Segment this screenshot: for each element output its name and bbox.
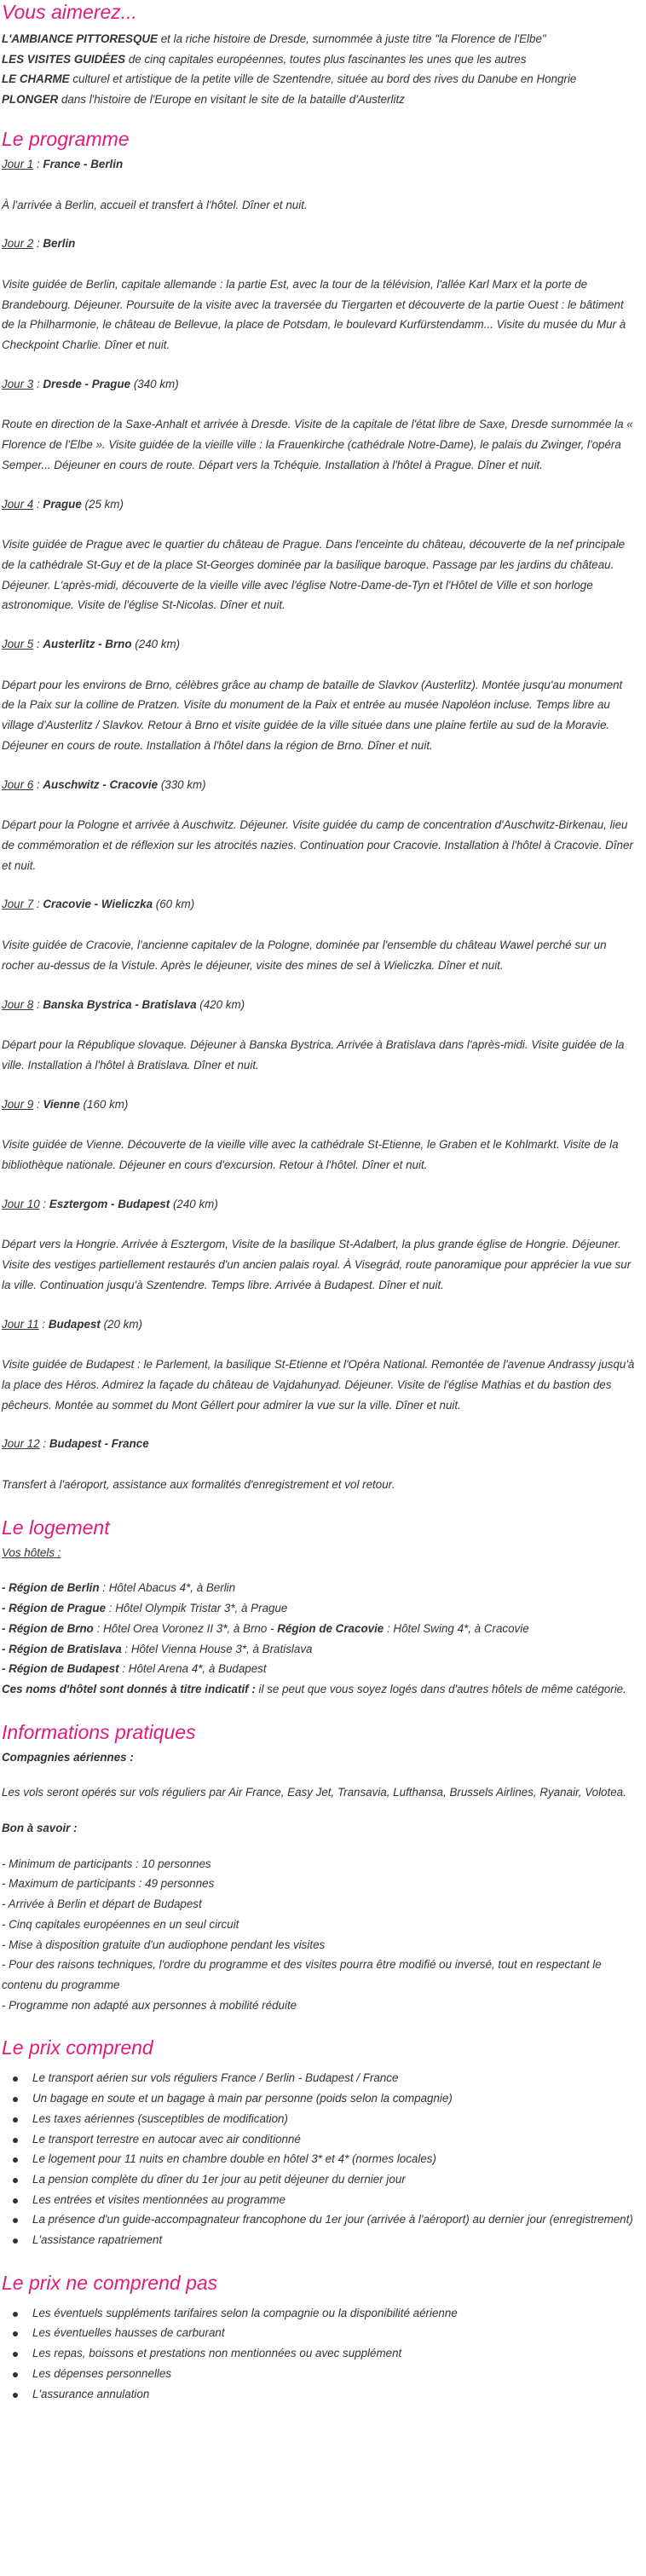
day-title: Budapest (48, 1317, 101, 1331)
inclus-item: Le transport terrestre en autocar avec air conditionné (32, 2129, 637, 2150)
day-number: Jour 4 (2, 497, 34, 511)
hotel-region: - Région de Prague (2, 1602, 107, 1615)
companies-text: Les vols seront opérés sur vols réguliers par Air France, Easy Jet, Transavia, Lufthansa, Brussels Airlines, Ryanair, Volotea. (2, 1786, 626, 1799)
day-title: Austerlitz - Brno (43, 638, 132, 651)
good-to-know-item: - Programme non adapté aux personnes à mobilité réduite (2, 1998, 297, 2012)
good-to-know-item: - Mise à disposition gratuite d'un audiophone pendant les visites (2, 1938, 326, 1951)
inclus-item: Un bagage en soute et un bagage à main par personne (poids selon la compagnie) (32, 2088, 637, 2109)
day-heading: Jour 10 : Esztergom - Budapest (240 km) (2, 1197, 218, 1210)
hotel-region: - Région de Bratislava (2, 1642, 122, 1655)
day-block (2, 634, 637, 756)
exclus-item: Les repas, boissons et prestations non mentionnées ou avec supplément (32, 2343, 637, 2364)
intro-line-text: culturel et artistique de la petite ville de Szentendre, située au bord des rives du Danube en Hongrie (69, 72, 577, 86)
hotel-region: - Région de Budapest (2, 1662, 119, 1676)
exclus-title: Le prix ne comprend pas (2, 2271, 218, 2294)
intro-section (2, 0, 637, 110)
day-distance: (25 km) (84, 497, 124, 511)
exclus-item: Les éventuelles hausses de carburant (32, 2323, 637, 2343)
day-description: Visite guidée de Cracovie, l'ancienne capitalev de la Pologne, dominée par l'ensemble du château Wawel perché sur un rocher au-dessus de la Vistule. Après le déjeuner, visite des mines de sel à Wieliczka. Dîner et nuit. (2, 939, 607, 972)
intro-line (2, 90, 637, 110)
good-to-know-item: - Minimum de participants : 10 personnes (2, 1857, 211, 1870)
hotel-list (2, 1578, 637, 1699)
day-number: Jour 2 (2, 237, 34, 251)
day-distance: (240 km) (135, 638, 181, 651)
day-block (2, 775, 637, 876)
intro-line-highlight: LE CHARME (2, 72, 70, 86)
hotel-name: : Hôtel Olympik Tristar 3*, à Prague (106, 1602, 288, 1615)
day-distance: (20 km) (103, 1317, 142, 1331)
intro-line-text: et la riche histoire de Dresde, surnommée à juste titre "la Florence de l'Elbe" (157, 32, 546, 45)
day-description: Visite guidée de Vienne. Découverte de la vieille ville avec la cathédrale St-Etienne, le Graben et le Kohlmarkt. Visite de la bibliothèque nationale. Déjeuner en cours d'excursion. Retour à l'hôtel. Dîner et nuit. (2, 1138, 619, 1172)
day-block (2, 1194, 637, 1296)
hotel-line (2, 1659, 637, 1679)
hotel-name: : Hôtel Abacus 4*, à Berlin (99, 1581, 236, 1595)
inclus-item: L'assistance rapatriement (32, 2230, 637, 2250)
day-description: Départ pour la Pologne et arrivée à Auschwitz. Déjeuner. Visite guidée du camp de concentration d'Auschwitz-Birkenau, lieu de commémoration et de réflexion sur les atrocités nazies. Continuation pour Cracovie. Installation à l'hôtel à Cracovie. Dîner et nuit. (2, 818, 633, 872)
exclus-section (2, 2271, 637, 2405)
day-title: Dresde - Prague (43, 377, 131, 390)
infos-title: Informations pratiques (2, 1720, 196, 1743)
hotel-region: Région de Cracovie (277, 1621, 384, 1635)
day-description: Départ pour la République slovaque. Déjeuner à Banska Bystrica. Arrivée à Bratislava dans l'après-midi. Visite guidée de la ville. Installation à l'hôtel à Bratislava. Dîner et nuit. (2, 1038, 625, 1071)
programme-section (2, 127, 637, 1495)
intro-line-highlight: PLONGER (2, 93, 59, 107)
day-heading: Jour 1 : France - Berlin (2, 157, 124, 170)
inclus-item: La pension complète du dîner du 1er jour au petit déjeuner du dernier jour (32, 2169, 637, 2190)
hotel-region: - Région de Brno (2, 1621, 94, 1635)
day-title: Berlin (43, 237, 76, 251)
intro-line-text: dans l'histoire de l'Europe en visitant le site de la bataille d'Austerlitz (58, 93, 405, 107)
inclus-section (2, 2036, 637, 2250)
good-to-know-label: Bon à savoir : (2, 1822, 78, 1835)
good-to-know-item: - Maximum de participants : 49 personnes (2, 1877, 215, 1891)
hotel-line (2, 1578, 637, 1598)
day-title: Esztergom - Budapest (49, 1197, 170, 1210)
day-title: Auschwitz - Cracovie (43, 777, 159, 791)
programme-title: Le programme (2, 127, 130, 150)
inclus-item: Le logement pour 11 nuits en chambre double en hôtel 3* et 4* (normes locales) (32, 2149, 637, 2169)
day-number: Jour 7 (2, 898, 34, 911)
day-number: Jour 12 (2, 1437, 40, 1451)
day-description: Transfert à l'aéroport, assistance aux formalités d'enregistrement et vol retour. (2, 1478, 395, 1492)
day-heading: Jour 5 : Austerlitz - Brno (240 km) (2, 638, 181, 651)
day-block (2, 374, 637, 476)
infos-section (2, 1720, 637, 2016)
day-block (2, 1314, 637, 1416)
intro-line (2, 69, 637, 90)
logement-subtitle: Vos hôtels : (2, 1545, 61, 1559)
day-distance: (240 km) (172, 1197, 218, 1210)
hotel-name: : Hôtel Vienna House 3*, à Bratislava (121, 1642, 313, 1655)
intro-line-text: de cinq capitales européennes, toutes plus fascinantes les unes que les autres (125, 52, 527, 66)
exclus-item: Les éventuels suppléments tarifaires selon la compagnie ou la disponibilité aérienne (32, 2303, 637, 2324)
intro-line-highlight: LES VISITES GUIDÉES (2, 52, 126, 66)
day-heading: Jour 6 : Auschwitz - Cracovie (330 km) (2, 777, 206, 791)
day-title: Prague (43, 497, 82, 511)
day-description: À l'arrivée à Berlin, accueil et transfert à l'hôtel. Dîner et nuit. (2, 198, 308, 211)
intro-title: Vous aimerez... (2, 1, 137, 23)
hotel-name: : Hôtel Swing 4*, à Cracovie (384, 1621, 529, 1635)
programme-days (2, 154, 637, 1495)
companies-label: Compagnies aériennes : (2, 1750, 134, 1764)
intro-line-highlight: L'AMBIANCE PITTORESQUE (2, 32, 158, 45)
hotel-region: - Région de Berlin (2, 1581, 100, 1595)
day-distance: (420 km) (199, 997, 245, 1011)
inclus-item: Les taxes aériennes (susceptibles de modification) (32, 2109, 637, 2129)
day-description: Départ pour les environs de Brno, célèbres grâce au champ de bataille de Slavkov (Austerlitz). Montée jusqu'au monument de la Paix sur la colline de Pratzen. Visite du monument de la Paix et entrée au musée Napoléon incluse. Temps libre au village d'Austerlitz / Slavkov. Retour à Brno et visite guidée de la ville située dans une plaine fertile au sud de la Moravie. Déjeuner en cours de route. Installation à l'hôtel dans la région de Brno. Dîner et nuit. (2, 678, 623, 752)
hotel-region: Ces noms d'hôtel sont donnés à titre indicatif : (2, 1682, 256, 1695)
day-number: Jour 5 (2, 638, 34, 651)
day-block (2, 154, 637, 215)
day-number: Jour 10 (2, 1197, 40, 1210)
inclus-list (2, 2068, 637, 2250)
day-heading: Jour 11 : Budapest (20 km) (2, 1317, 142, 1331)
exclus-item: Les dépenses personnelles (32, 2364, 637, 2384)
day-block (2, 894, 637, 975)
day-title: Banska Bystrica - Bratislava (43, 997, 197, 1011)
day-title: Vienne (43, 1097, 80, 1111)
day-distance: (160 km) (83, 1097, 129, 1111)
inclus-item: Les entrées et visites mentionnées au programme (32, 2190, 637, 2210)
hotel-name: : Hôtel Arena 4*, à Budapest (118, 1662, 267, 1676)
day-block (2, 995, 637, 1076)
day-distance: (330 km) (160, 777, 206, 791)
good-to-know-item: - Pour des raisons techniques, l'ordre du programme et des visites pourra être modifié ou inversé, tout en respectant le contenu du programme (2, 1958, 602, 1991)
intro-lines (2, 29, 637, 110)
good-to-know-item: - Arrivée à Berlin et départ de Budapest (2, 1897, 202, 1911)
day-number: Jour 6 (2, 777, 34, 791)
inclus-title: Le prix comprend (2, 2036, 153, 2059)
day-heading: Jour 3 : Dresde - Prague (340 km) (2, 377, 179, 390)
intro-line (2, 29, 637, 49)
day-number: Jour 11 (2, 1317, 39, 1331)
day-title: France - Berlin (43, 157, 124, 170)
day-description: Visite guidée de Budapest : le Parlement, la basilique St-Etienne et l'Opéra National. Remontée de l'avenue Andrassy jusqu'à la place des Héros. Admirez la façade du château de Vajdahunyad. Déjeuner. Visite de l'église Mathias et du bastion des pêcheurs. Montée au sommet du Mont Géllert pour admirer la vue sur la ville. Dîner et nuit. (2, 1358, 635, 1412)
logement-section (2, 1516, 637, 1700)
day-heading: Jour 2 : Berlin (2, 237, 76, 251)
inclus-item: Le transport aérien sur vols réguliers France / Berlin - Budapest / France (32, 2068, 637, 2088)
day-description: Visite guidée de Prague avec le quartier du château de Prague. Dans l'enceinte du château, découverte de la nef principale de la cathédrale St-Guy et de la place St-Georges dominée par la basilique baroque. Passage par les jardins du château. Déjeuner. L'après-midi, découverte de la vieille ville avec l'église Notre-Dame-de-Tyn et l'Hôtel de Ville et son horloge astronomique. Visite de l'église St-Nicolas. Dîner et nuit. (2, 538, 626, 612)
day-heading: Jour 9 : Vienne (160 km) (2, 1097, 129, 1111)
hotel-line (2, 1598, 637, 1619)
inclus-item: La présence d'un guide-accompagnateur francophone du 1er jour (arrivée à l'aéroport) au dernier jour (enregistrement) (32, 2209, 637, 2230)
day-title: Budapest - France (49, 1437, 149, 1451)
day-block (2, 494, 637, 616)
day-distance: (340 km) (133, 377, 179, 390)
day-block (2, 234, 637, 355)
hotel-line (2, 1619, 637, 1639)
good-to-know-item: - Cinq capitales européennes en un seul circuit (2, 1917, 239, 1931)
logement-title: Le logement (2, 1516, 110, 1539)
day-heading: Jour 12 : Budapest - France (2, 1437, 149, 1451)
hotel-name: il se peut que vous soyez logés dans d'autres hôtels de même catégorie. (255, 1682, 626, 1695)
day-description: Départ vers la Hongrie. Arrivée à Esztergom, Visite de la basilique St-Adalbert, la plus grande église de Hongrie. Déjeuner. Visite des vestiges partiellement restaurés d'un ancien palais royal. À Visegrád, route panoramique pour apprécier la vue sur la ville. Continuation jusqu'à Szentendre. Temps libre. Arrivée à Budapest. Dîner et nuit. (2, 1238, 632, 1291)
day-block (2, 1434, 637, 1494)
day-number: Jour 3 (2, 377, 34, 390)
exclus-item: L'assurance annulation (32, 2384, 637, 2405)
hotel-line (2, 1679, 637, 1700)
day-heading: Jour 8 : Banska Bystrica - Bratislava (420 km) (2, 997, 245, 1011)
good-to-know-list (2, 1854, 637, 2016)
exclus-list (2, 2303, 637, 2405)
day-block (2, 1095, 637, 1175)
day-number: Jour 1 (2, 157, 34, 170)
day-description: Visite guidée de Berlin, capitale allemande : la partie Est, avec la tour de la télévision, l'allée Karl Marx et la porte de Brandebourg. Déjeuner. Poursuite de la visite avec la traversée du Tiergarten et découverte de la partie Ouest : le bâtiment de la Philharmonie, le château de Bellevue, la place de Potsdam, le boulevard Kurfürstendamm... Visite du musée du Mur à Checkpoint Charlie. Dîner et nuit. (2, 277, 626, 352)
hotel-line (2, 1639, 637, 1660)
day-heading: Jour 7 : Cracovie - Wieliczka (60 km) (2, 898, 195, 911)
hotel-name: : Hôtel Orea Voronez II 3*, à Brno - (93, 1621, 278, 1635)
day-number: Jour 8 (2, 997, 34, 1011)
day-number: Jour 9 (2, 1097, 34, 1111)
day-title: Cracovie - Wieliczka (43, 898, 153, 911)
day-description: Route en direction de la Saxe-Anhalt et arrivée à Dresde. Visite de la capitale de l'état libre de Saxe, Dresde surnommée la « Florence de l'Elbe ». Visite guidée de la vieille ville : la Frauenkirche (cathédrale Notre-Dame), le palais du Zwinger, l'opéra Semper... Déjeuner en cours de route. Départ vers la Tchéquie. Installation à l'hôtel à Prague. Dîner et nuit. (2, 418, 633, 471)
day-distance: (60 km) (155, 898, 195, 911)
day-heading: Jour 4 : Prague (25 km) (2, 497, 124, 511)
intro-line (2, 49, 637, 70)
